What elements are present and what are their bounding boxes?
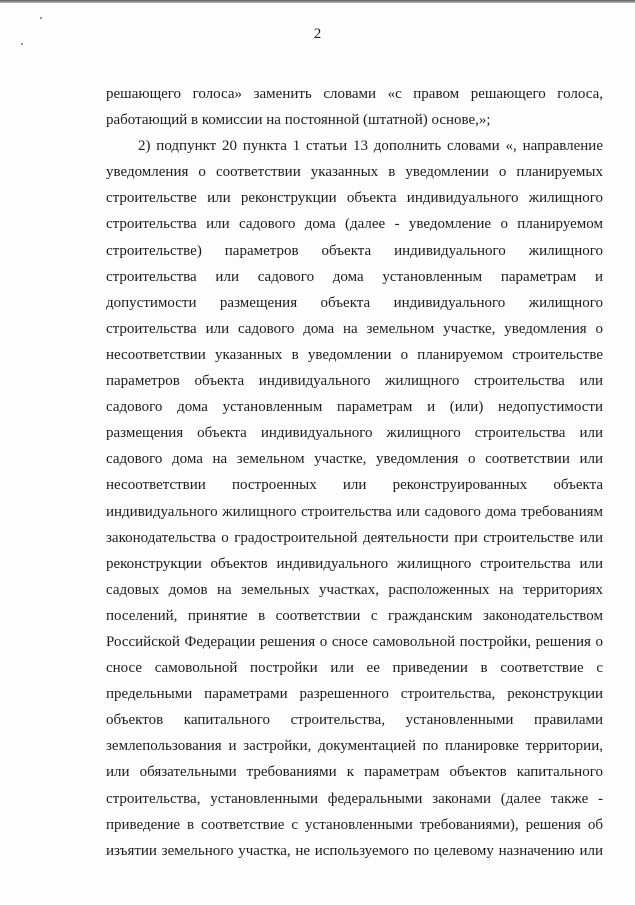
text-line: садового дома на земельном участке, уведомления о соответствии или <box>106 451 603 468</box>
text-line: законодательства о градостроительной деятельности при строительстве или <box>106 529 603 546</box>
text-line: или обязательными требованиями к параметрам объектов капитального <box>106 764 603 781</box>
text-line: строительства или садового дома на земельном участке, уведомления о <box>106 320 603 337</box>
text-line: объектов капитального строительства, установленными правилами <box>106 712 603 729</box>
text-line: сносе самовольной постройки или ее приведении в соответствие с <box>106 660 603 677</box>
scan-speck <box>21 43 23 45</box>
text-line: строительстве или реконструкции объекта индивидуального жилищного <box>106 190 603 207</box>
scan-speck <box>40 17 42 19</box>
text-line: строительства или садового дома (далее - уведомление о планируемом <box>106 216 603 233</box>
text-line: несоответствии указанных в уведомлении о планируемом строительстве <box>106 346 603 363</box>
page-number: 2 <box>313 26 322 42</box>
scan-top-edge <box>0 0 635 3</box>
text-line: размещения объекта индивидуального жилищного строительства или <box>106 425 603 442</box>
text-line: реконструкции объектов индивидуального жилищного строительства или <box>106 555 603 572</box>
text-line: строительства или садового дома установленным параметрам и <box>106 268 603 285</box>
text-line: допустимости размещения объекта индивидуального жилищного <box>106 294 603 311</box>
text-line: решающего голоса» заменить словами «с правом решающего голоса, <box>106 86 603 102</box>
text-line: изъятии земельного участка, не используемого по целевому назначению или <box>106 842 603 859</box>
text-line: Российской Федерации решения о сносе самовольной постройки, решения о <box>106 633 603 650</box>
text-line: индивидуального жилищного строительства или садового дома требованиям <box>106 503 603 520</box>
text-line: строительстве) параметров объекта индивидуального жилищного <box>106 242 603 259</box>
text-line: предельными параметрами разрешенного строительства, реконструкции <box>106 686 603 703</box>
document-body <box>106 81 603 864</box>
text-line: работающий в комиссии на постоянной (штатной) основе,»; <box>106 112 491 129</box>
text-line: поселений, принятие в соответствии с гражданским законодательством <box>106 607 603 624</box>
text-line: несоответствии построенных или реконструированных объекта <box>106 477 603 494</box>
text-line: приведение в соответствие с установленными требованиями), решения об <box>106 816 603 833</box>
text-line: строительства, установленными федеральными законами (далее также - <box>106 790 603 807</box>
text-line: землепользования и застройки, документацией по планировке территории, <box>106 738 603 755</box>
text-line: уведомления о соответствии указанных в уведомлении о планируемых <box>106 164 603 181</box>
text-line: садового дома установленным параметрам и (или) недопустимости <box>106 399 603 416</box>
text-line: 2) подпункт 20 пункта 1 статьи 13 дополнить словами «, направление <box>138 138 603 155</box>
text-line: параметров объекта индивидуального жилищного строительства или <box>106 373 603 390</box>
text-line: садовых домов на земельных участках, расположенных на территориях <box>106 581 603 598</box>
